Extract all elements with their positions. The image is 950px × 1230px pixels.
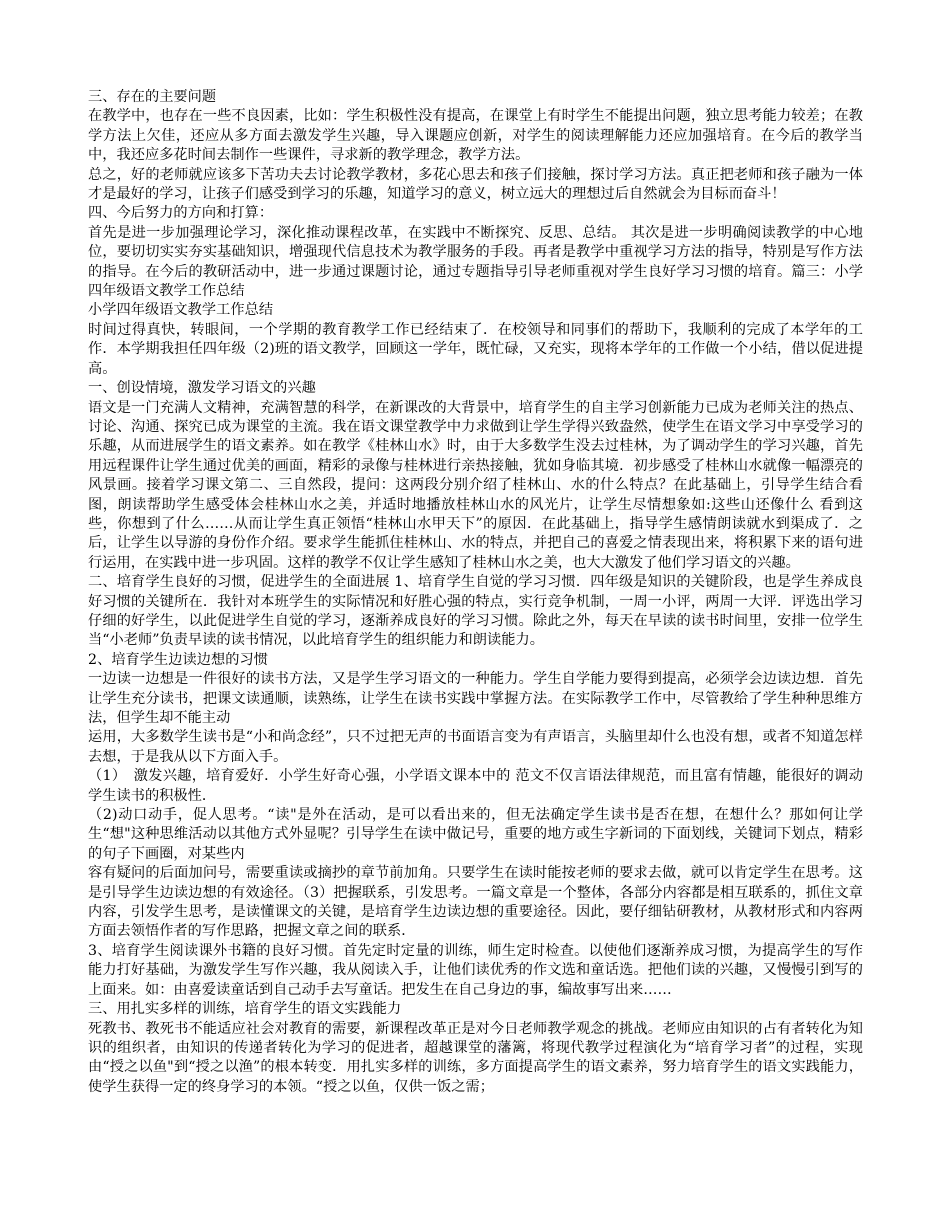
paragraph-introduction: 时间过得真快，转眼间，一个学期的教育教学工作已经结束了．在校领导和同事们的帮助下，我顺利的完成了本学年的工作．本学期我担任四年级（2)班的语文教学，回顾这一学年，既忙碌，又充实，现将本学年的工作做一个小结，借以促进提高。 — [88, 321, 863, 377]
paragraph-practice: 死教书、教死书不能适应社会对教育的需要，新课程改革正是对今日老师教学观念的挑战。老师应由知识的占有者转化为知识的组织者，由知识的传递者转化为学习的促进者，超越课堂的藩篱，将现代教学过程演化为“培育学习者”的过程，实现由“授之以鱼"到“授之以渔”的根本转变．用扎实多样的训练，多方面提高学生的语文素养，努力培育学生的语文实践能力，使学生获得一定的终身学习的本领。“授之以鱼，仅供一饭之需； — [88, 1020, 863, 1095]
list-item-interest: （1） 激发兴趣，培育爱好．小学生好奇心强，小学语文课本中的 范文不仅言语法律规范，而且富有情趣，能很好的调动学生读书的积极性． — [88, 768, 863, 804]
paragraph-future-plans: 首先是进一步加强理论学习，深化推动课程改革，在实践中不断探究、反思、总结。 其次是进一步明确阅读教学的中心地位，要切切实实夯实基础知识，增强现代信息技术为教学服务的手段。再者是教学中重视学习方法的指导，特别是写作方法的指导。在今后的教研活动中，进一步通过课题讨论，通过专题指导引导老师重视对学生良好学习习惯的培育。篇三：小学四年级语文教学工作总结 — [88, 224, 863, 300]
paragraph-read-and-think: 一边读一边想是一件很好的读书方法，又是学生学习语文的一种能力。学生自学能力要得到提高，必须学会边读边想．首先让学生充分读书，把课文读通顺，读熟练，让学生在读书实践中掌握方法。在实际教学工作中，尽管教给了学生种种思维方法，但学生却不能主动 — [88, 671, 863, 726]
paragraph-hands-on-continued: 容有疑问的后面加问号，需要重读或摘抄的章节前加角。只要学生在读时能按老师的要求去做，就可以肯定学生在思考。这是引导学生边读边想的有效途径。（3）把握联系，引发思考。一篇文章是一个整体，各部分内容都是相互联系的，抓住文章内容，引发学生思考，是读懂课文的关键，是培育学生边读边想的重要途径。因此，要仔细钻研教材，从教材形式和内容两方面去领悟作者的写作思路，把握文章之间的联系． — [88, 865, 863, 940]
paragraph-guilin-lesson: 语文是一门充满人文精神，充满智慧的科学，在新课改的大背景中，培育学生的自主学习创新能力已成为老师关注的热点、讨论、沟通、探究已成为课堂的主流。我在语文课堂教学中力求做到让学生学得兴致盎然，使学生在语文学习中享受学习的乐趣，从而进展学生的语文素养。如在教学《桂林山水》时，由于大多数学生没去过桂林，为了调动学生的学习兴趣，首先用远程课件让学生通过优美的画面，精彩的录像与桂林进行亲热接触，犹如身临其境．初步感受了桂林山水就像一幅漂亮的风景画。接着学习课文第二、三自然段，提问：这两段分别介绍了桂林山、水的什么特点？在此基础上，引导学生结合看图，朗读帮助学生感受体会桂林山水之美，并适时地播放桂林山水的风光片，让学生尽情想象如:这些山还像什么 看到这些，你想到了什么……从而让学生真正领悟“桂林山水甲天下”的原因．在此基础上，指导学生感情朗读就水到渠成了．之后，让学生以导游的身份作介绍。要求学生能抓住桂林山、水的特点，并把自己的喜爱之情表现出来，将积累下来的语句进行运用，在实践中进一步巩固。这样的教学不仅让学生感知了桂林山水之美，也大大激发了他们学习语文的兴趣。 — [88, 399, 863, 571]
section-heading-existing-problems: 三、存在的主要问题 — [88, 89, 217, 105]
paragraph-extracurricular-reading: 3、培育学生阅读课外书籍的良好习惯。首先定时定量的训练，师生定时检查。以使他们逐渐养成习惯，为提高学生的写作能力打好基础，为激发学生写作兴趣，我从阅读入手，让他们读优秀的作文选和童话选。把他们读的兴趣，又慢慢引到写的上面来。如：由喜爱读童话到自己动手去写童话。把发生在自己身边的事，编故事写出来…… — [88, 942, 863, 998]
section-heading-create-context: 一、创设情境，激发学习语文的兴趣 — [88, 380, 316, 397]
paragraph-conclusion: 总之，好的老师就应该多下苦功夫去讨论教学教材，多花心思去和孩子们接触，探讨学习方法。真正把老师和孩子融为一体才是最好的学习，让孩子们感受到学习的乐趣，知道学习的意义，树立远大的理想过后自然就会为目标而奋斗！ — [88, 166, 863, 203]
section-heading-future-plans: 四、今后努力的方向和打算： — [88, 205, 274, 222]
section-heading-practice: 三、用扎实多样的训练，培育学生的语文实践能力 — [88, 1001, 402, 1018]
paragraph-read-and-think-continued: 运用，大多数学生读书是“小和尚念经”，只不过把无声的书面语言变为有声语言，头脑里却什么也没有想，或者不知道怎样去想，于是我从以下方面入手。 — [88, 729, 863, 765]
list-item-hands-on: （2)动口动手，促人思考。“读"是外在活动，是可以看出来的，但无法确定学生读书是否在想，在想什么？那如何让学生“想"这种思维活动以其他方式外显呢？引导学生在读中做记号，重要的地方或生字新词的下面划线，关键词下划点，精彩的句子下画圈，对某些内 — [88, 807, 863, 862]
document-title: 小学四年级语文教学工作总结 — [88, 302, 274, 319]
subheading-read-and-think: 2、培育学生边读边想的习惯 — [88, 651, 268, 668]
paragraph-problems-detail: 在教学中，也存在一些不良因素，比如：学生积极性没有提高，在课堂上有时学生不能提出问题，独立思考能力较差；在教学方法上欠佳，还应从多方面去激发学生兴趣，导入课题应创新，对学生的阅读理解能力还应加强培育。在今后的教学当中，我还应多花时间去制作一些课件，寻求新的教学理念，教学方法。 — [88, 108, 863, 164]
document-body — [88, 88, 863, 1097]
paragraph-good-habits: 二、培育学生良好的习惯，促进学生的全面进展 1、培育学生自觉的学习习惯．四年级是知识的关键阶段，也是学生养成良好习惯的关键所在．我针对本班学生的实际情况和好胜心强的特点，实行竞争机制，一周一小评，两周一大评．评选出学习仔细的好学生，以此促进学生自觉的学习，逐渐养成良好的学习习惯。除此之外，每天在早读的读书时间里，安排一位学生当“小老师”负责早读的读书情况，以此培育学生的组织能力和朗读能力。 — [88, 574, 863, 649]
